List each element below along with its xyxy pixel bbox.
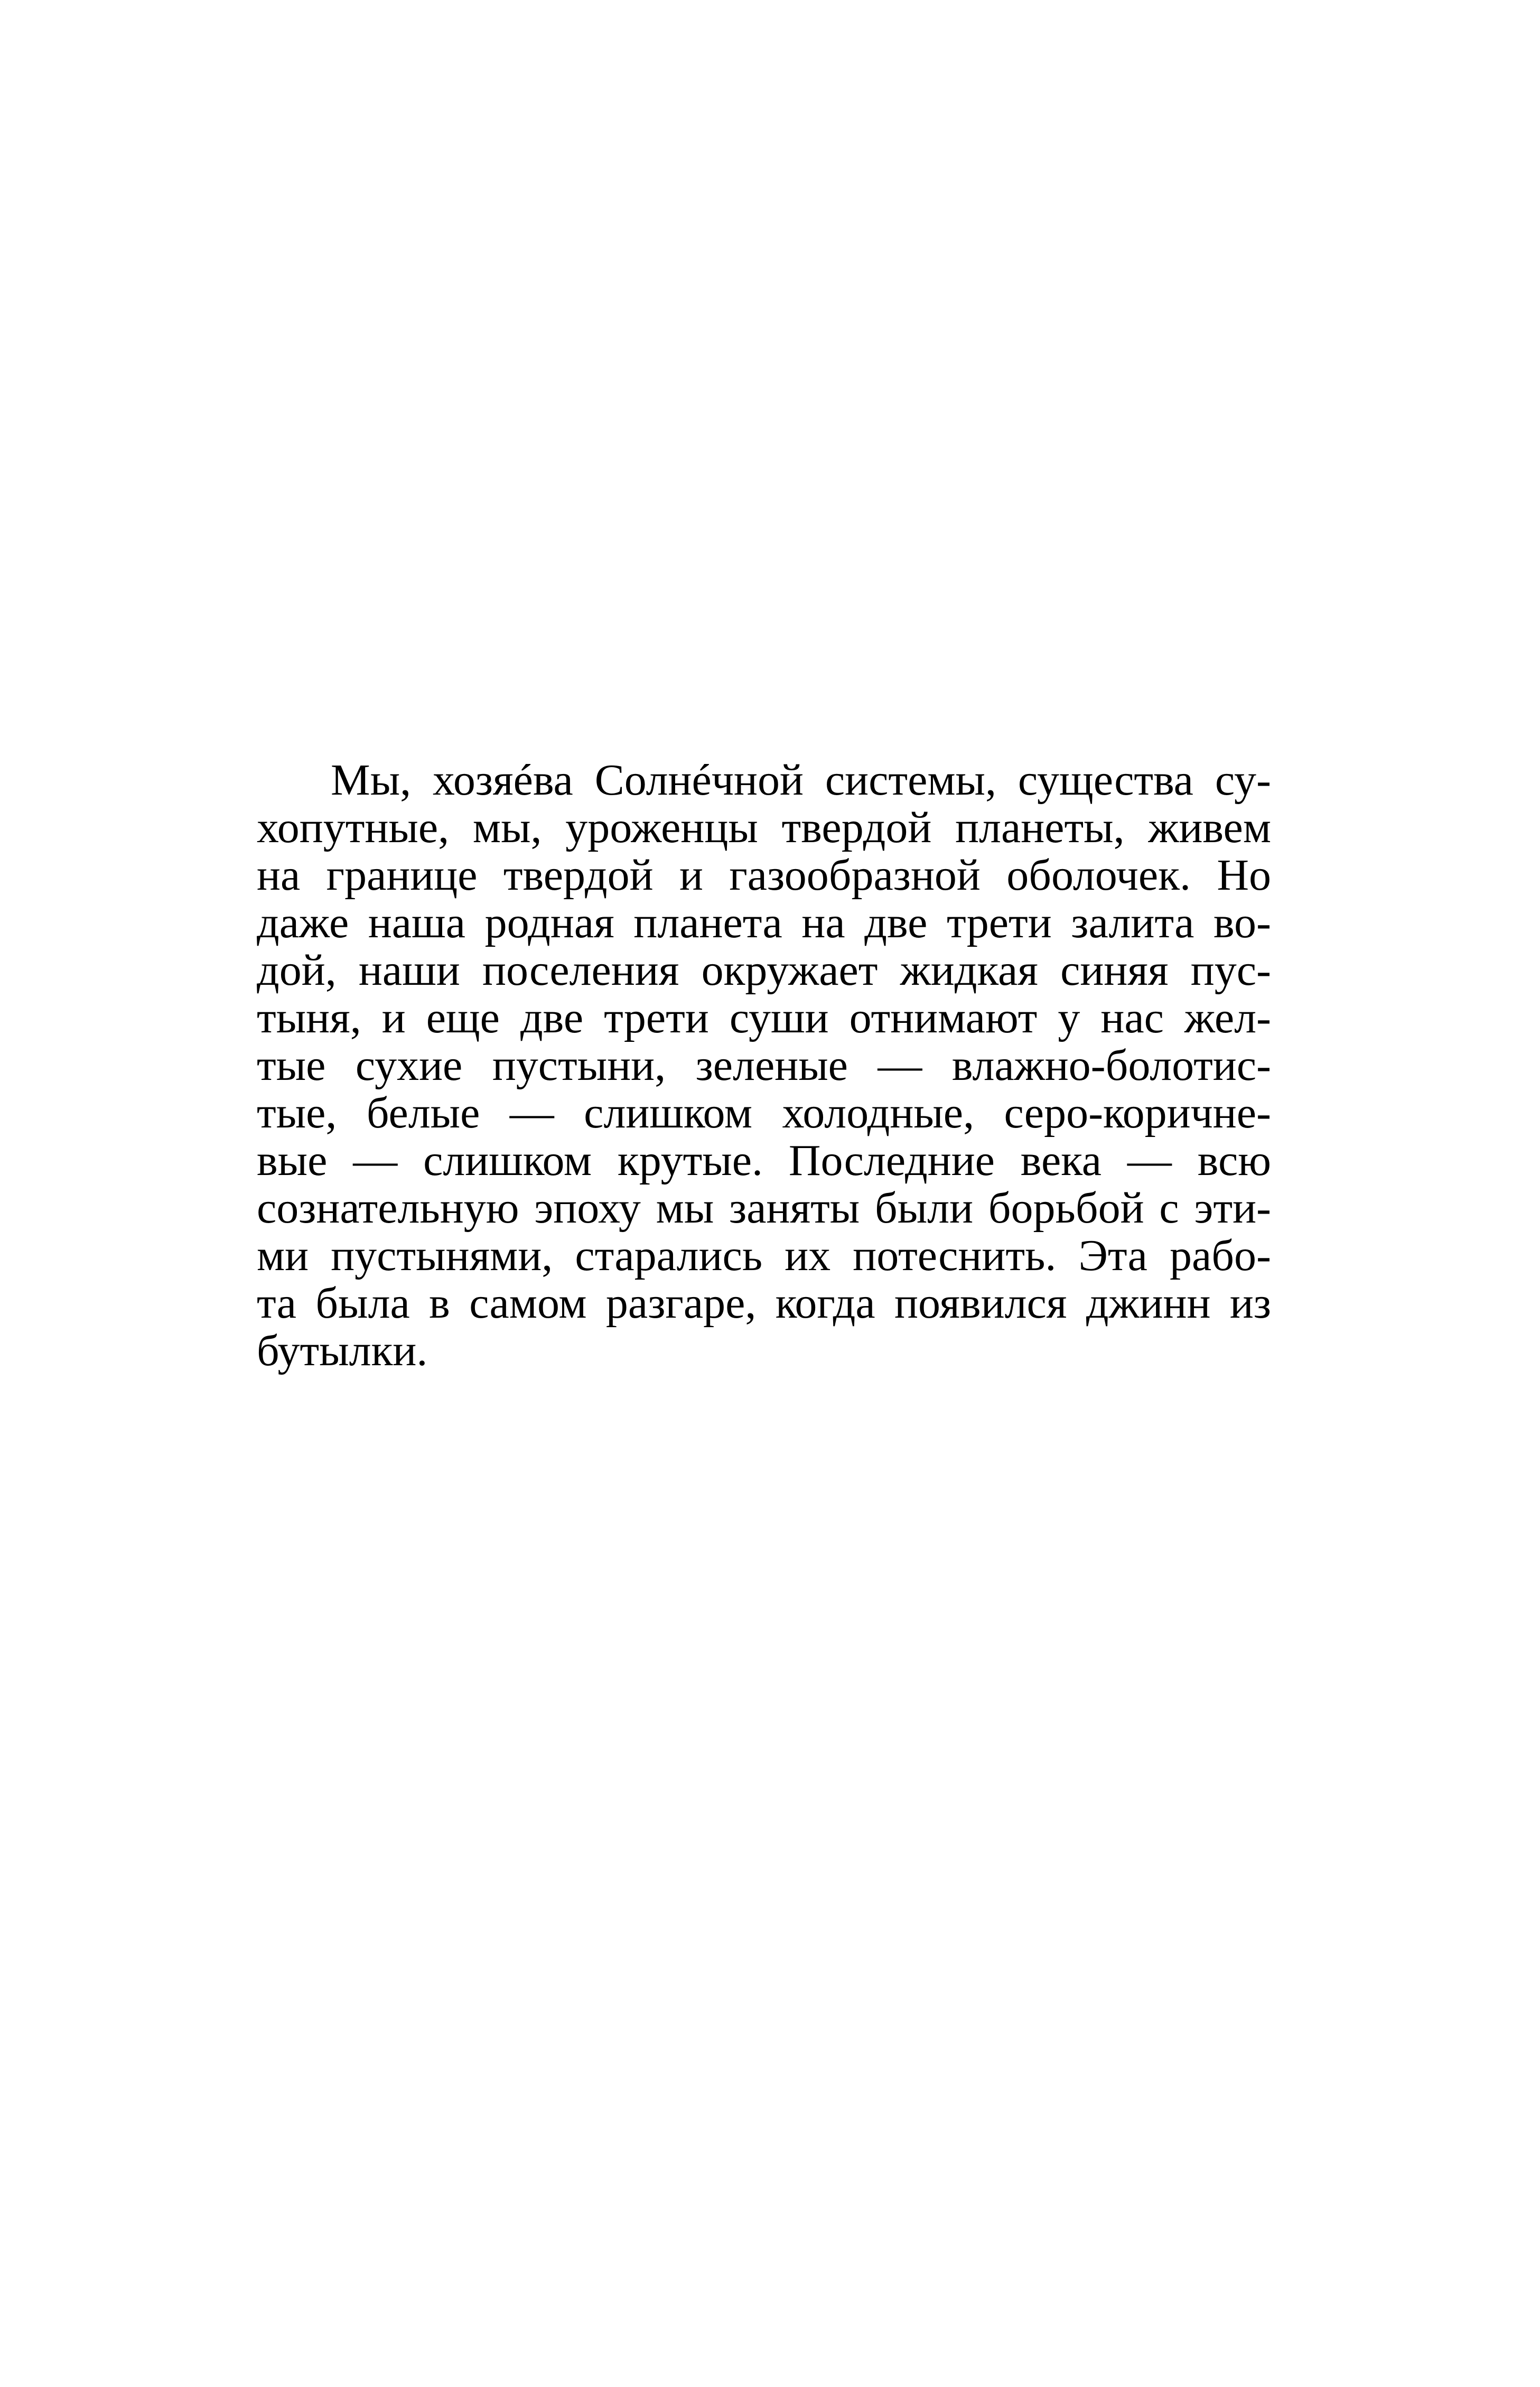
paragraph bbox=[257, 757, 1271, 1375]
text-line: даже наша родная планета на две трети залита во- bbox=[257, 898, 1271, 947]
text-line: та была в самом разгаре, когда появился джинн из bbox=[257, 1279, 1271, 1328]
text-line: ми пустынями, старались их потеснить. Эта рабо- bbox=[257, 1231, 1271, 1280]
text-line: дой, наши поселения окружает жидкая синяя пус- bbox=[257, 946, 1271, 995]
text-line: тые сухие пустыни, зеленые — влажно-болотис- bbox=[257, 1041, 1271, 1090]
text-line: сознательную эпоху мы заняты были борьбой с эти- bbox=[257, 1183, 1271, 1233]
text-line: бутылки. bbox=[257, 1326, 428, 1375]
text-line: тые, белые — слишком холодные, серо-коричне- bbox=[257, 1088, 1271, 1137]
text-line: вые — слишком крутые. Последние века — всю bbox=[257, 1136, 1271, 1185]
text-line: на границе твердой и газообразной оболочек. Но bbox=[257, 851, 1271, 900]
text-line: хопутные, мы, уроженцы твердой планеты, живем bbox=[257, 803, 1271, 852]
text-line: Мы, хозяéва Солнéчной системы, существа су- bbox=[331, 756, 1271, 805]
text-line: тыня, и еще две трети суши отнимают у нас жел- bbox=[257, 993, 1271, 1042]
